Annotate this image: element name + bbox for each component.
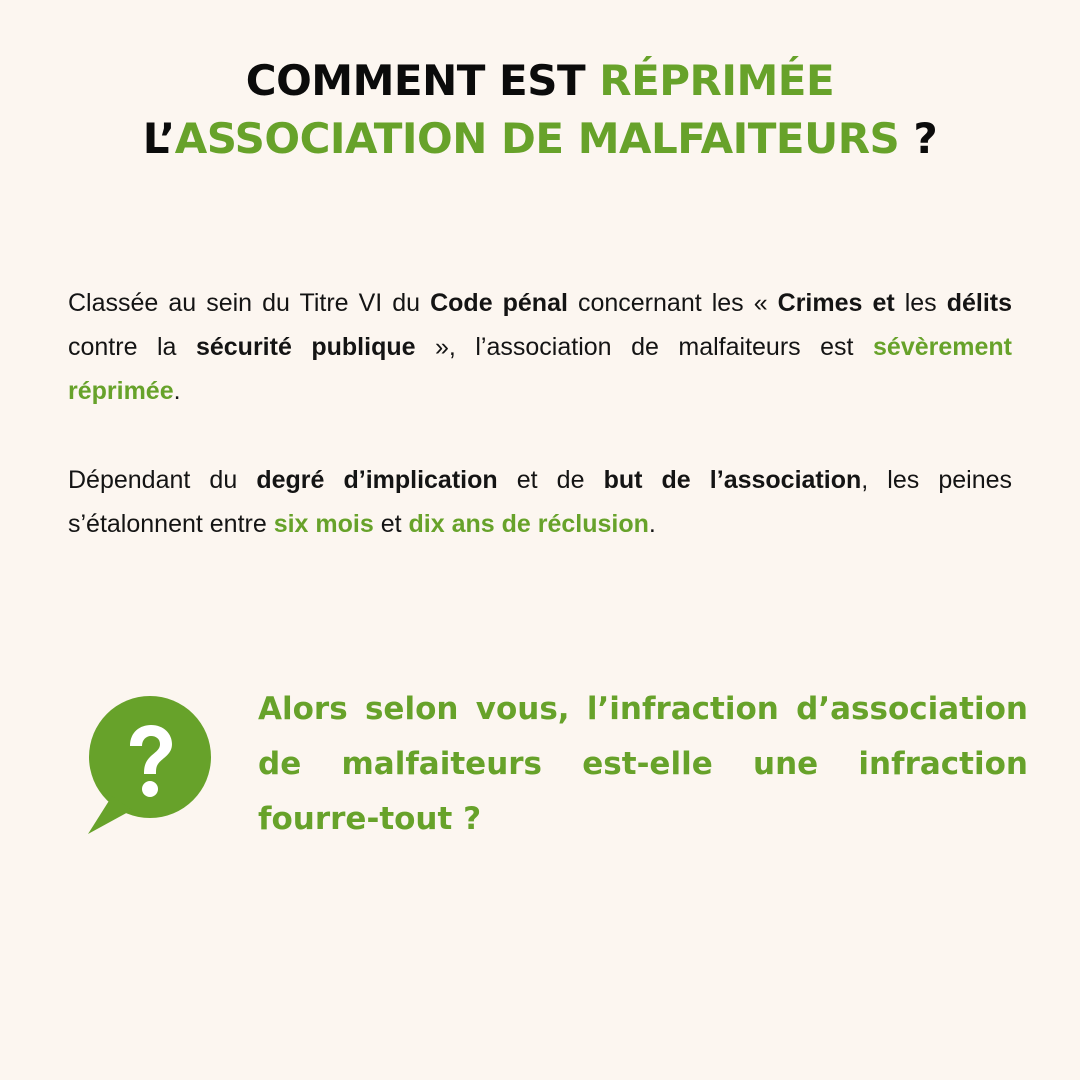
title-text-black: COMMENT EST xyxy=(245,56,600,105)
title-text-black: ? xyxy=(899,114,938,163)
title-line-2 xyxy=(0,110,1080,168)
page-title xyxy=(0,52,1080,168)
paragraph-text: et xyxy=(373,510,409,538)
speech-bubble-question-icon-graphic xyxy=(86,696,216,836)
paragraph-text: les xyxy=(894,289,947,317)
bold-text: sécurité publique xyxy=(195,333,416,361)
highlight-text: dix ans de réclusion xyxy=(408,510,649,538)
bold-text: Code pénal xyxy=(430,289,568,317)
paragraph-text: et de xyxy=(497,466,604,494)
paragraph-code-penal xyxy=(68,281,1012,413)
paragraph-text: Classée au sein du Titre VI du xyxy=(68,289,431,317)
speech-bubble-question-icon xyxy=(86,696,216,836)
paragraph-peines xyxy=(68,458,1012,546)
paragraph-text: », l’association de malfaiteurs est xyxy=(415,333,874,361)
paragraph-text: concernant les « xyxy=(567,289,778,317)
title-text-green: RÉPRIMÉE xyxy=(599,56,835,105)
highlight-text: sévèrement réprimée xyxy=(68,333,1012,405)
title-text-green: ASSOCIATION DE MALFAITEURS xyxy=(174,114,900,163)
title-line-1 xyxy=(0,52,1080,110)
bold-text: but de l’association xyxy=(603,466,862,494)
bold-text: degré d’implication xyxy=(256,466,498,494)
paragraph-text: . xyxy=(173,377,181,405)
bold-text: délits xyxy=(946,289,1012,317)
highlight-text: six mois xyxy=(273,510,374,538)
paragraph-text: . xyxy=(648,510,656,538)
paragraph-text: contre la xyxy=(68,333,196,361)
closing-question: Alors selon vous, l’infraction d’association de malfaiteurs est-elle une infraction fourre-tout ? xyxy=(258,691,1028,837)
paragraph-text: Dépendant du xyxy=(68,466,257,494)
paragraph-text: , les peines s’étalonnent entre xyxy=(68,466,1012,538)
title-text-black: L’ xyxy=(142,114,175,163)
bold-text: Crimes et xyxy=(777,289,895,317)
